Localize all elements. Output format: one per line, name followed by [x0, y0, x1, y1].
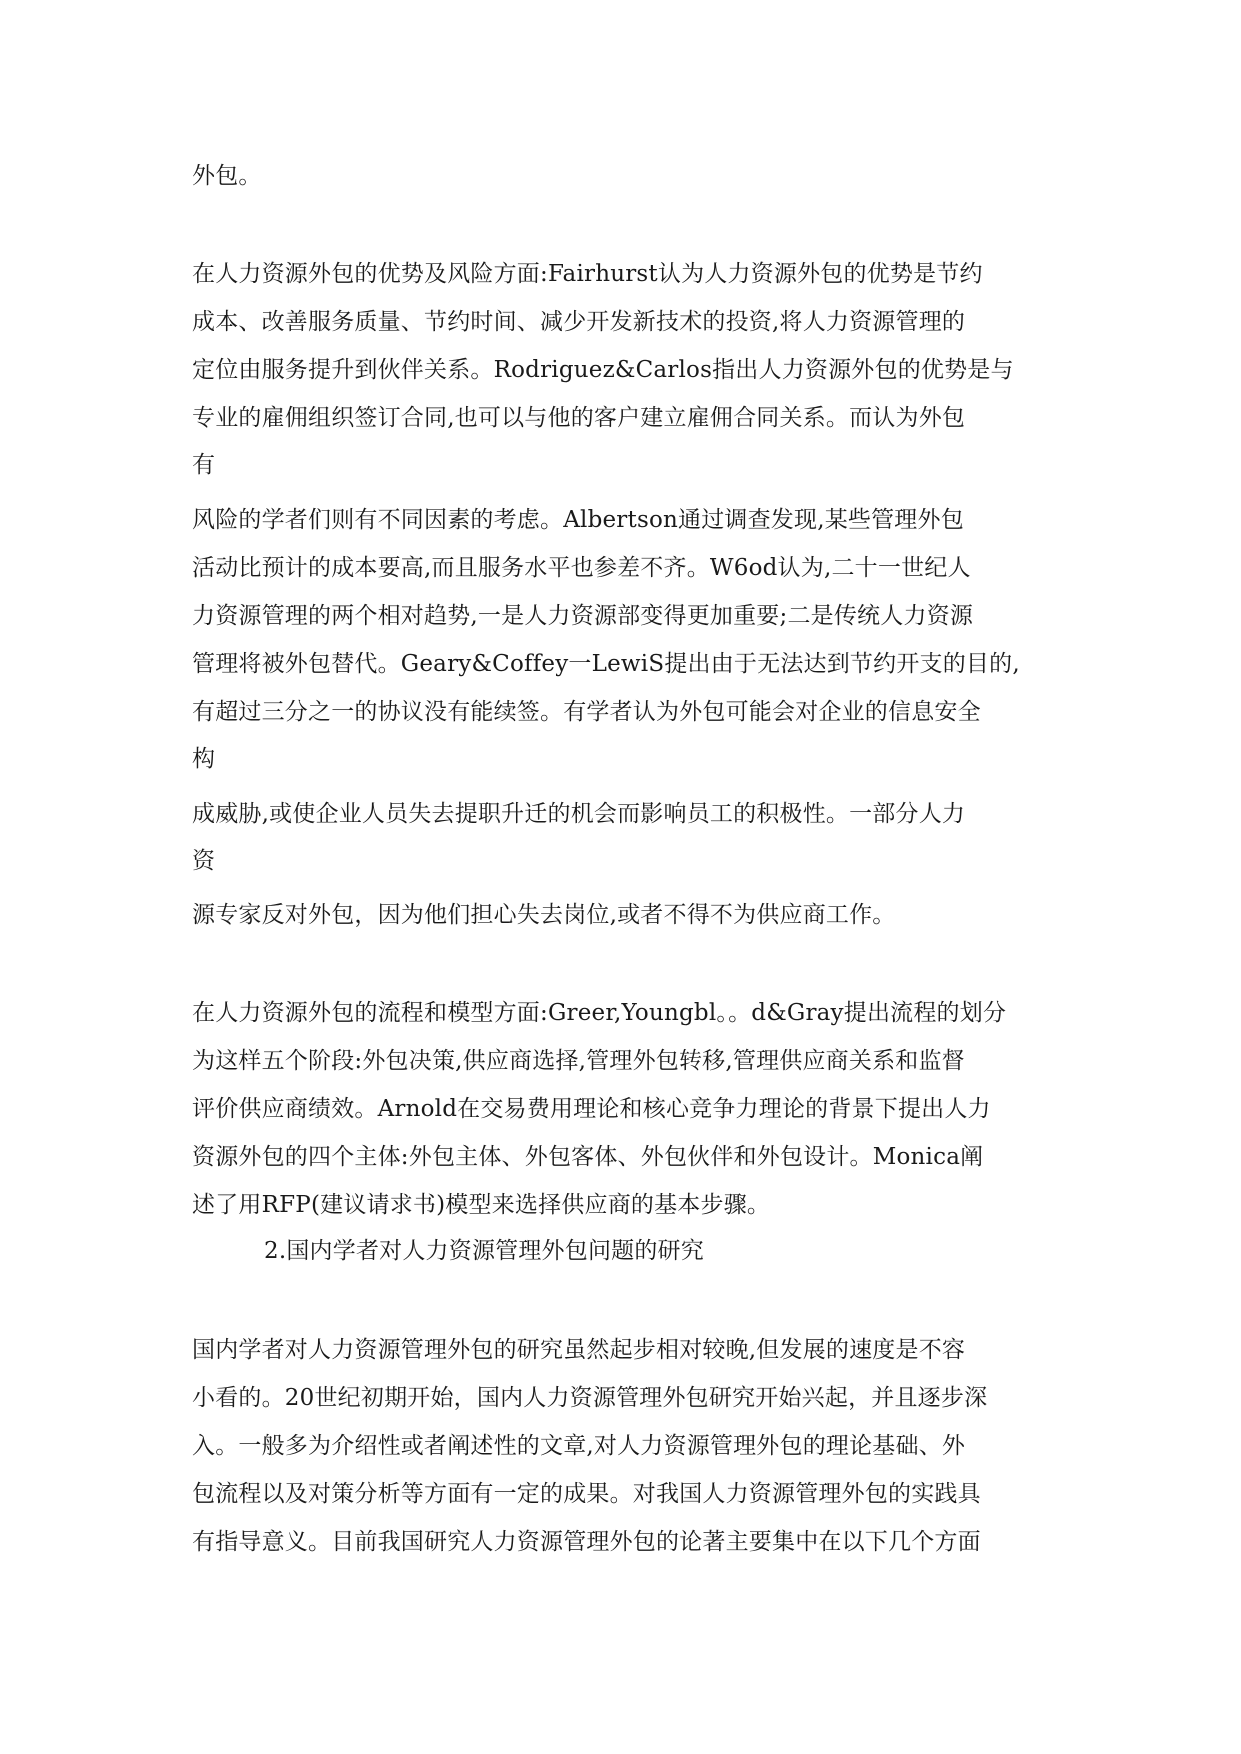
- paragraph-line: 在人力资源外包的优势及风险方面:Fairhurst认为人力资源外包的优势是节约: [192, 261, 983, 287]
- section-heading: 2.国内学者对人力资源管理外包问题的研究: [264, 1238, 704, 1264]
- paragraph-line: 风险的学者们则有不同因素的考虑。Albertson通过调查发现,某些管理外包: [192, 507, 964, 533]
- paragraph-line: 评价供应商绩效。Arnold在交易费用理论和核心竞争力理论的背景下提出人力: [192, 1096, 991, 1122]
- paragraph-line: 力资源管理的两个相对趋势,一是人力资源部变得更加重要;二是传统人力资源: [192, 603, 974, 629]
- paragraph-line: 国内学者对人力资源管理外包的研究虽然起步相对较晚,但发展的速度是不容: [192, 1337, 966, 1363]
- paragraph-line: 有超过三分之一的协议没有能续签。有学者认为外包可能会对企业的信息安全: [192, 699, 981, 725]
- paragraph-line: 资源外包的四个主体:外包主体、外包客体、外包伙伴和外包设计。Monica阐: [192, 1144, 984, 1170]
- paragraph-line: 定位由服务提升到伙伴关系。Rodriguez&Carlos指出人力资源外包的优势是与: [192, 357, 1014, 383]
- paragraph-line: 包流程以及对策分析等方面有一定的成果。对我国人力资源管理外包的实践具: [192, 1481, 981, 1507]
- paragraph-line: 外包。: [192, 163, 262, 189]
- paragraph-line: 成威胁,或使企业人员失去提职升迁的机会而影响员工的积极性。一部分人力: [192, 801, 966, 827]
- paragraph-line: 专业的雇佣组织签订合同,也可以与他的客户建立雇佣合同关系。而认为外包: [192, 405, 966, 431]
- paragraph-line: 源专家反对外包，因为他们担心失去岗位,或者不得不为供应商工作。: [192, 902, 896, 928]
- paragraph-line: 述了用RFP(建议请求书)模型来选择供应商的基本步骤。: [192, 1192, 771, 1218]
- paragraph-line: 管理将被外包替代。Geary&Coffey一LewiS提出由于无法达到节约开支的目的,: [192, 651, 1020, 677]
- paragraph-line: 有指导意义。目前我国研究人力资源管理外包的论著主要集中在以下几个方面: [192, 1529, 981, 1555]
- paragraph-line: 小看的。20世纪初期开始，国内人力资源管理外包研究开始兴起，并且逐步深: [192, 1385, 988, 1411]
- paragraph-line: 构: [192, 746, 216, 772]
- paragraph-line: 资: [192, 848, 216, 874]
- paragraph-line: 有: [192, 452, 216, 478]
- paragraph-line: 为这样五个阶段:外包决策,供应商选择,管理外包转移,管理供应商关系和监督: [192, 1048, 965, 1074]
- paragraph-line: 在人力资源外包的流程和模型方面:Greer,Youngbl。。d&Gray提出流程的划分: [192, 1000, 1007, 1026]
- paragraph-line: 入。一般多为介绍性或者阐述性的文章,对人力资源管理外包的理论基础、外: [192, 1433, 966, 1459]
- paragraph-line: 成本、改善服务质量、节约时间、减少开发新技术的投资,将人力资源管理的: [192, 309, 966, 335]
- paragraph-line: 活动比预计的成本要高,而且服务水平也参差不齐。W6od认为,二十一世纪人: [192, 555, 971, 581]
